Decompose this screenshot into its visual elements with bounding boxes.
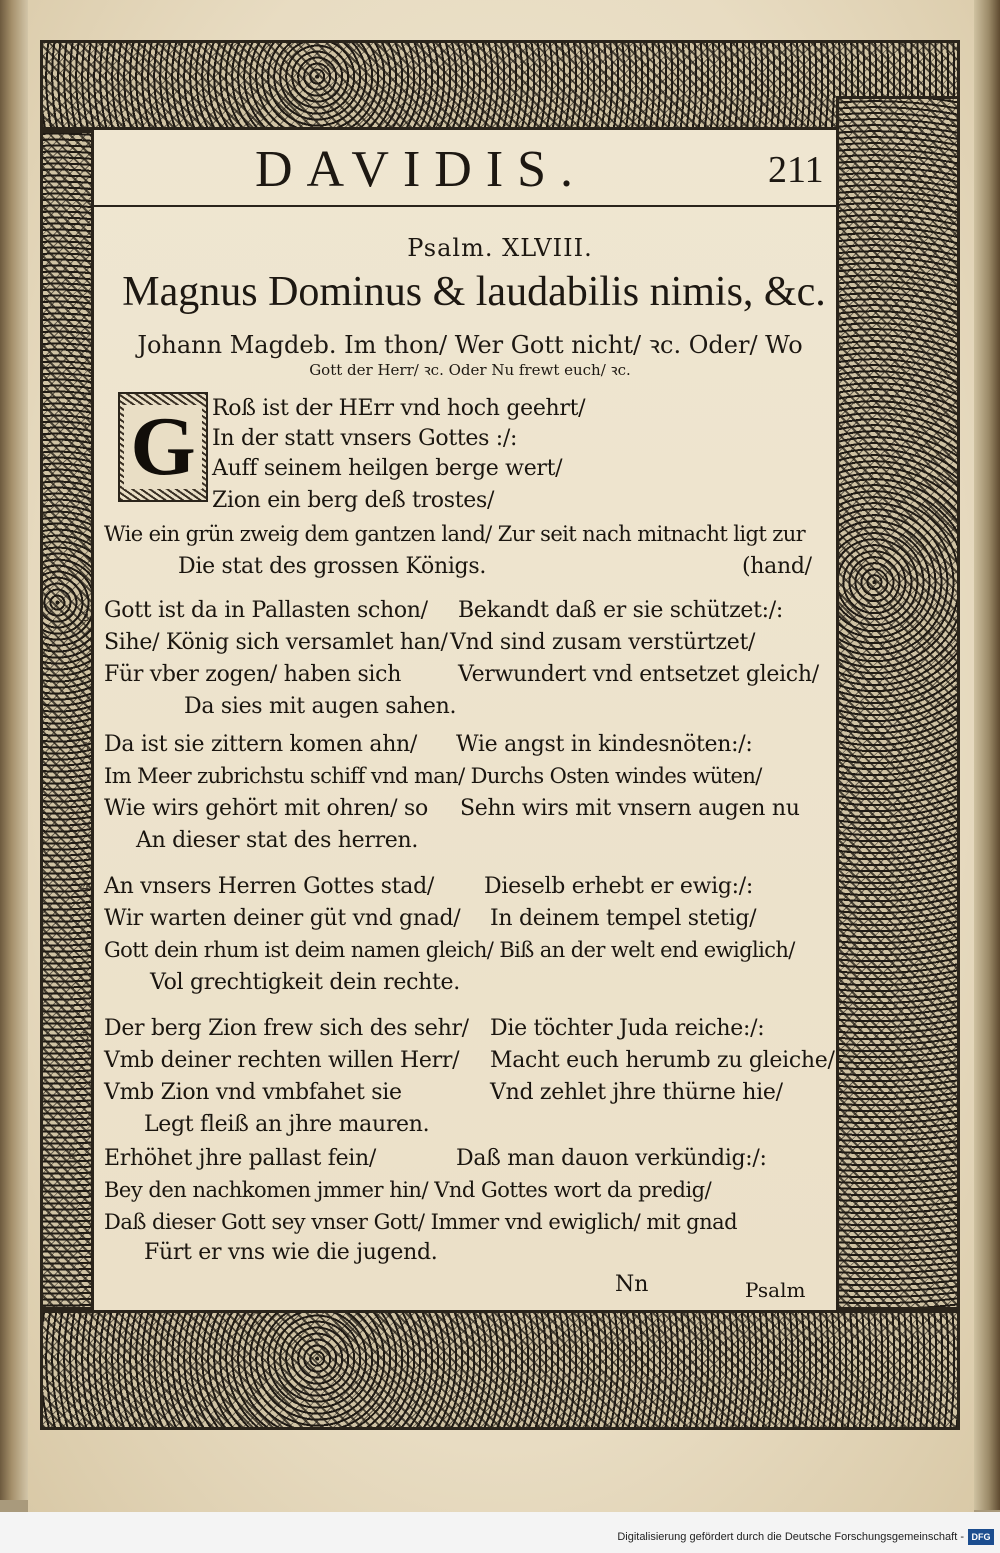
verse-line: Gott dein rhum ist deim namen gleich/ Biß an der welt end ewiglich/ (104, 938, 795, 962)
verse-line: Daß dieser Gott sey vnser Gott/ Immer vnd ewiglich/ mit gnad (104, 1210, 738, 1234)
verse-line: Wie ein grün zweig dem gantzen land/ Zur seit nach mitnacht ligt zur (104, 522, 806, 546)
verse-line: In deinem tempel stetig/ (490, 906, 757, 931)
verse-line: Daß man dauon verkündig:/: (456, 1146, 767, 1171)
verse-number: 1 (82, 420, 89, 435)
verse-line: In der statt vnsers Gottes :/: (212, 426, 518, 451)
verse-line: Vnd sind zusam verstürtzet/ (450, 630, 756, 655)
initial-letter: G (124, 405, 201, 489)
verse-line: Im Meer zubrichstu schiff vnd man/ Durchs Osten windes wüten/ (104, 764, 762, 788)
verse-line: Vmb Zion vnd vmbfahet sie (104, 1080, 402, 1105)
verse-line: Zion ein berg deß trostes/ (212, 488, 495, 513)
verse-line: Legt fleiß an jhre mauren. (144, 1112, 430, 1137)
signature-mark: Nn (615, 1272, 649, 1297)
verse-line: Für vber zogen/ haben sich (104, 662, 402, 687)
verse-line: Macht euch herumb zu gleiche/ (490, 1048, 835, 1073)
verse-line: Sihe/ König sich versamlet han/ (104, 630, 448, 655)
ornament-border-top (40, 40, 960, 130)
verse-line: Vnd zehlet jhre thürne hie/ (490, 1080, 783, 1105)
verse-line: Wie wirs gehört mit ohren/ so (104, 796, 428, 821)
verse-line: Verwundert vnd entsetzet gleich/ (458, 662, 819, 687)
verse-line: Vmb deiner rechten willen Herr/ (104, 1048, 460, 1073)
digitization-credit: Digitalisierung gefördert durch die Deutsche Forschungsgemeinschaft - (617, 1531, 964, 1543)
verse-line: An vnsers Herren Gottes stad/ (104, 874, 435, 899)
verse-number: 6 (68, 1148, 75, 1163)
page-number: 211 (768, 149, 824, 191)
verse-number: 4 (82, 880, 89, 895)
verse-line: Der berg Zion frew sich des sehr/ (104, 1016, 469, 1041)
verse-line: Roß ist der HErr vnd hoch geehrt/ (212, 396, 586, 421)
verse-line: Auff seinem heilgen berge wert/ (212, 456, 563, 481)
decorated-initial (118, 392, 208, 502)
verse-line: Fürt er vns wie die jugend. (144, 1240, 438, 1265)
latin-title: Magnus Dominus & laudabilis nimis, &c. (122, 269, 826, 315)
verse-line: Bekandt daß er sie schützet:/: (458, 598, 783, 623)
verse-line: Wir warten deiner güt vnd gnad/ (104, 906, 461, 931)
verse-number: 3 (82, 740, 89, 755)
verse-line-overflow: (hand/ (742, 554, 812, 579)
ornament-border-bottom (40, 1310, 960, 1430)
verse-line: Die töchter Juda reiche:/: (490, 1016, 765, 1041)
catchword: Psalm (745, 1278, 806, 1302)
verse-line: Gott ist da in Pallasten schon/ (104, 598, 428, 623)
psalm-number: Psalm. XLVIII. (407, 234, 593, 262)
verse-line: An dieser stat des herren. (136, 828, 419, 853)
verse-line: Vol grechtigkeit dein rechte. (150, 970, 460, 995)
running-head: DAVIDIS. (255, 141, 588, 198)
verse-line: Da ist sie zittern komen ahn/ (104, 732, 418, 757)
verse-line: Bey den nachkomen jmmer hin/ Vnd Gottes wort da predig/ (104, 1178, 712, 1202)
book-edge-left (0, 0, 30, 1500)
header-rule (94, 205, 836, 207)
ornament-border-right (836, 96, 960, 1310)
verse-line: Wie angst in kindesnöten:/: (456, 732, 753, 757)
verse-line: Dieselb erhebt er ewig:/: (484, 874, 753, 899)
dfg-logo: DFG (968, 1529, 994, 1545)
verse-line: Da sies mit augen sahen. (184, 694, 457, 719)
verse-line: Erhöhet jhre pallast fein/ (104, 1146, 377, 1171)
tune-indication-continued: Gott der Herr/ ꝛc. Oder Nu frewt euch/ ꝛc. (309, 361, 631, 379)
verse-number: 2 (82, 610, 89, 625)
verse-line: Die stat des grossen Königs. (178, 554, 487, 579)
verse-line: Sehn wirs mit vnsern augen nu (460, 796, 800, 821)
ornament-border-left (40, 130, 94, 1310)
book-edge-right (972, 0, 1000, 1510)
tune-indication: Johann Magdeb. Im thon/ Wer Gott nicht/ ꝛc. Oder/ Wo (137, 331, 803, 359)
verse-number: 5 (82, 1030, 89, 1045)
